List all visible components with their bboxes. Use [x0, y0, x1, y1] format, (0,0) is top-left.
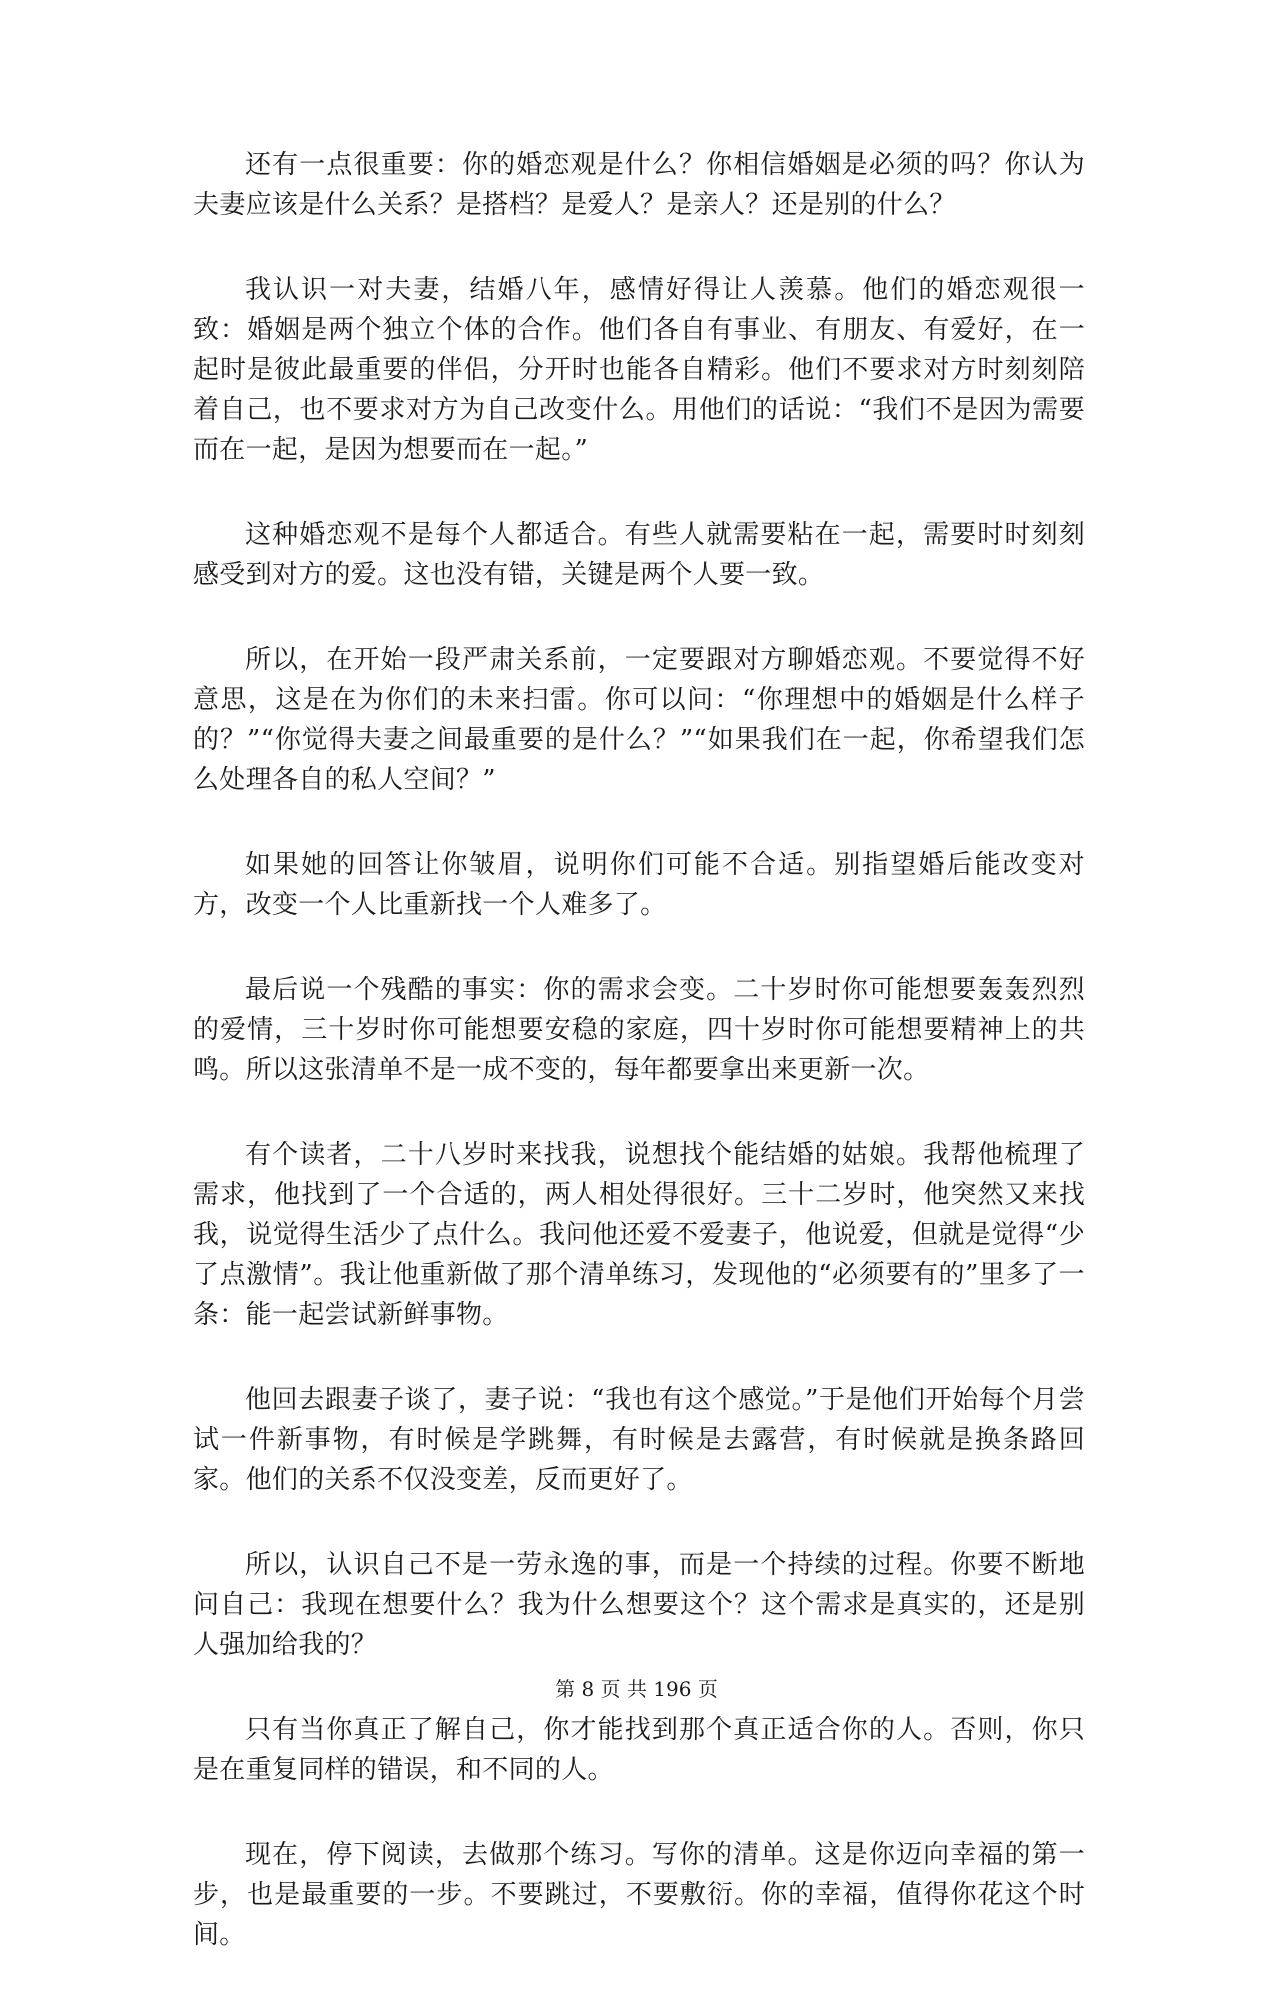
body-text [193, 145, 1085, 2000]
paragraph: 所以，在开始一段严肃关系前，一定要跟对方聊婚恋观。不要觉得不好意思，这是在为你们的未来扫雷。你可以问：“你理想中的婚姻是什么样子的？”“你觉得夫妻之间最重要的是什么？”“如果我们在一起，你希望我们怎么处理各自的私人空间？” [193, 645, 1085, 795]
page-number-footer: 第 8 页 共 196 页 [555, 1677, 718, 1701]
paragraph: 最后说一个残酷的事实：你的需求会变。二十岁时你可能想要轰轰烈烈的爱情，三十岁时你可能想要安稳的家庭，四十岁时你可能想要精神上的共鸣。所以这张清单不是一成不变的，每年都要拿出来更新一次。 [193, 975, 1085, 1085]
paragraph: 这种婚恋观不是每个人都适合。有些人就需要粘在一起，需要时时刻刻感受到对方的爱。这也没有错，关键是两个人要一致。 [193, 520, 1085, 590]
paragraph: 所以，认识自己不是一劳永逸的事，而是一个持续的过程。你要不断地问自己：我现在想要什么？我为什么想要这个？这个需求是真实的，还是别人强加给我的？ [193, 1550, 1085, 1660]
paragraph: 他回去跟妻子谈了，妻子说：“我也有这个感觉。”于是他们开始每个月尝试一件新事物，有时候是学跳舞，有时候是去露营，有时候就是换条路回家。他们的关系不仅没变差，反而更好了。 [193, 1385, 1085, 1495]
paragraph: 如果她的回答让你皱眉，说明你们可能不合适。别指望婚后能改变对方，改变一个人比重新找一个人难多了。 [193, 850, 1085, 920]
paragraph: 有个读者，二十八岁时来找我，说想找个能结婚的姑娘。我帮他梳理了需求，他找到了一个合适的，两人相处得很好。三十二岁时，他突然又来找我，说觉得生活少了点什么。我问他还爱不爱妻子，他说爱，但就是觉得“少了点激情”。我让他重新做了那个清单练习，发现他的“必须要有的”里多了一条：能一起尝试新鲜事物。 [193, 1140, 1085, 1330]
paragraph: 还有一点很重要：你的婚恋观是什么？你相信婚姻是必须的吗？你认为夫妻应该是什么关系？是搭档？是爱人？是亲人？还是别的什么？ [193, 150, 1085, 220]
paragraph: 我认识一对夫妻，结婚八年，感情好得让人羡慕。他们的婚恋观很一致：婚姻是两个独立个体的合作。他们各自有事业、有朋友、有爱好，在一起时是彼此最重要的伴侣，分开时也能各自精彩。他们不要求对方时刻刻陪着自己，也不要求对方为自己改变什么。用他们的话说：“我们不是因为需要而在一起，是因为想要而在一起。” [193, 275, 1085, 465]
paragraph: 只有当你真正了解自己，你才能找到那个真正适合你的人。否则，你只是在重复同样的错误，和不同的人。 [193, 1715, 1085, 1785]
paragraph: 现在，停下阅读，去做那个练习。写你的清单。这是你迈向幸福的第一步，也是最重要的一步。不要跳过，不要敷衍。你的幸福，值得你花这个时间。 [193, 1840, 1085, 1950]
